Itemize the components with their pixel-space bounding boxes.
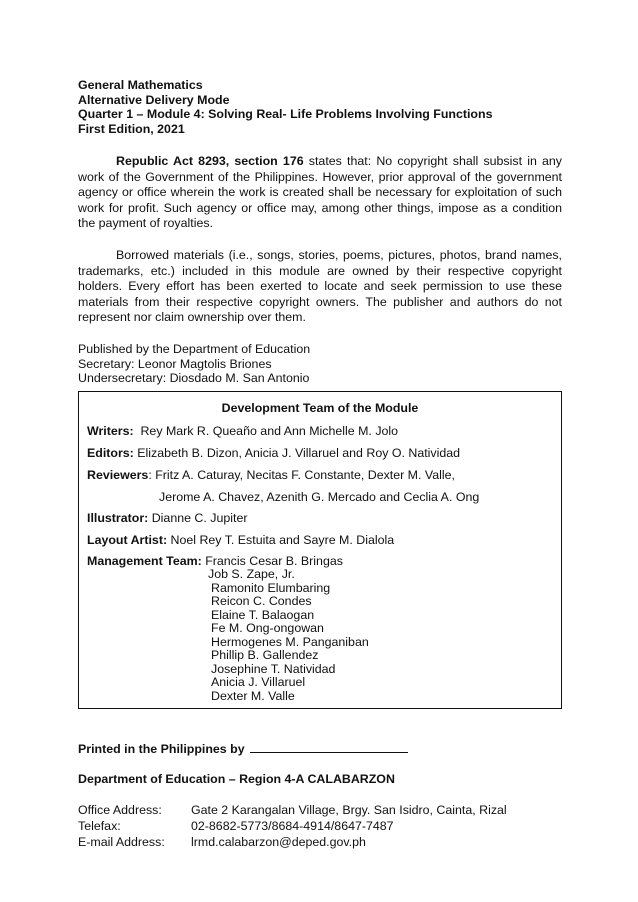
team-title: Development Team of the Module: [221, 400, 419, 415]
management-member: Fe M. Ong-ongowan: [211, 621, 324, 636]
management-member: Elaine T. Balaogan: [211, 607, 315, 622]
management-team-label: Management Team:: [87, 553, 202, 568]
printed-in-line: [78, 741, 562, 756]
publisher: Published by the Department of Education: [78, 341, 311, 356]
borrowed-materials-notice: Borrowed materials (i.e., songs, stories, poems, pictures, photos, brand names, trademarks, etc.) included in this module are owned by their respective copyright holders. Every effort has been exerted to locate and seek permission to use these materials from their respective copyright owners. The publisher and authors do not represent nor claim ownership over them.: [78, 247, 562, 325]
illustrator: Dianne C. Jupiter: [148, 510, 248, 525]
document-header: [78, 78, 562, 136]
management-team-row: [87, 555, 553, 569]
management-member: Reicon C. Condes: [211, 594, 312, 609]
region-title: Department of Education – Region 4-A CALABARZON: [78, 772, 395, 787]
reviewers-continued: Jerome A. Chavez, Azenith G. Mercado and Ceclia A. Ong: [159, 489, 480, 504]
illustrator-label: Illustrator:: [87, 510, 149, 525]
writers-label: Writers:: [87, 423, 134, 438]
telefax: 02-8682-5773/8684-4914/8647-7487: [191, 819, 394, 834]
printed-in-label: Printed in the Philippines by: [78, 742, 249, 757]
module-title: Quarter 1 – Module 4: Solving Real- Life Problems Involving Functions: [78, 107, 493, 121]
management-member: Anicia J. Villaruel: [211, 675, 306, 690]
editors-label: Editors:: [87, 445, 134, 460]
copyright-law: Republic Act 8293, section 176: [116, 154, 304, 168]
office-address-label: Office Address:: [78, 803, 162, 818]
writers: Rey Mark R. Queaño and Ann Michelle M. Jolo: [133, 423, 399, 438]
office-address: Gate 2 Karangalan Village, Brgy. San Isidro, Cainta, Rizal: [191, 803, 507, 818]
edition: First Edition, 2021: [78, 121, 185, 136]
copyright-page: [78, 78, 562, 850]
contact-info: [78, 802, 562, 850]
management-team-first: Francis Cesar B. Bringas: [201, 553, 343, 568]
office-address-row: [78, 802, 562, 818]
management-team-list: [87, 568, 553, 703]
management-member: Job S. Zape, Jr.: [208, 567, 295, 582]
layout-artist: Noel Rey T. Estuita and Sayre M. Dialola: [167, 532, 395, 547]
illustrator-row: [87, 511, 553, 526]
editors: Elizabeth B. Dizon, Anicia J. Villaruel and Roy O. Natividad: [133, 445, 461, 460]
secretary: Secretary: Leonor Magtolis Briones: [78, 356, 272, 371]
development-team-box: [78, 391, 562, 710]
writers-row: [87, 424, 553, 439]
email-label: E-mail Address:: [78, 835, 165, 850]
printer-blank-line: [250, 741, 408, 753]
management-member: Dexter M. Valle: [211, 688, 295, 703]
delivery-mode: Alternative Delivery Mode: [78, 92, 230, 107]
copyright-text: states that: No copyright shall subsist in any work of the Government of the Philippines. However, prior approval of the government agency or office wherein the work is created shall be necessary for exploitation of such work for profit. Such agency or office may, among other things, impose as a condition the payment of royalties.: [78, 154, 562, 231]
management-member: Phillip B. Gallendez: [211, 648, 319, 663]
telefax-label: Telefax:: [78, 819, 121, 834]
telefax-row: [78, 818, 562, 834]
management-member: Ramonito Elumbaring: [211, 580, 331, 595]
subject-title: General Mathematics: [78, 78, 203, 92]
reviewers-label: Reviewers: [87, 467, 149, 482]
reviewers-row: [87, 468, 553, 483]
management-member: Josephine T. Natividad: [211, 661, 336, 676]
layout-artist-row: [87, 533, 553, 548]
reviewers: : Fritz A. Caturay, Necitas F. Constante, Dexter M. Valle,: [148, 467, 455, 482]
layout-artist-label: Layout Artist:: [87, 532, 168, 547]
undersecretary: Undersecretary: Diosdado M. San Antonio: [78, 371, 310, 386]
email-address: lrmd.calabarzon@deped.gov.ph: [191, 835, 366, 850]
editors-row: [87, 446, 553, 461]
copyright-notice: [78, 154, 562, 232]
publisher-info: [78, 342, 562, 386]
management-member: Hermogenes M. Panganiban: [211, 634, 369, 649]
email-row: [78, 834, 562, 850]
